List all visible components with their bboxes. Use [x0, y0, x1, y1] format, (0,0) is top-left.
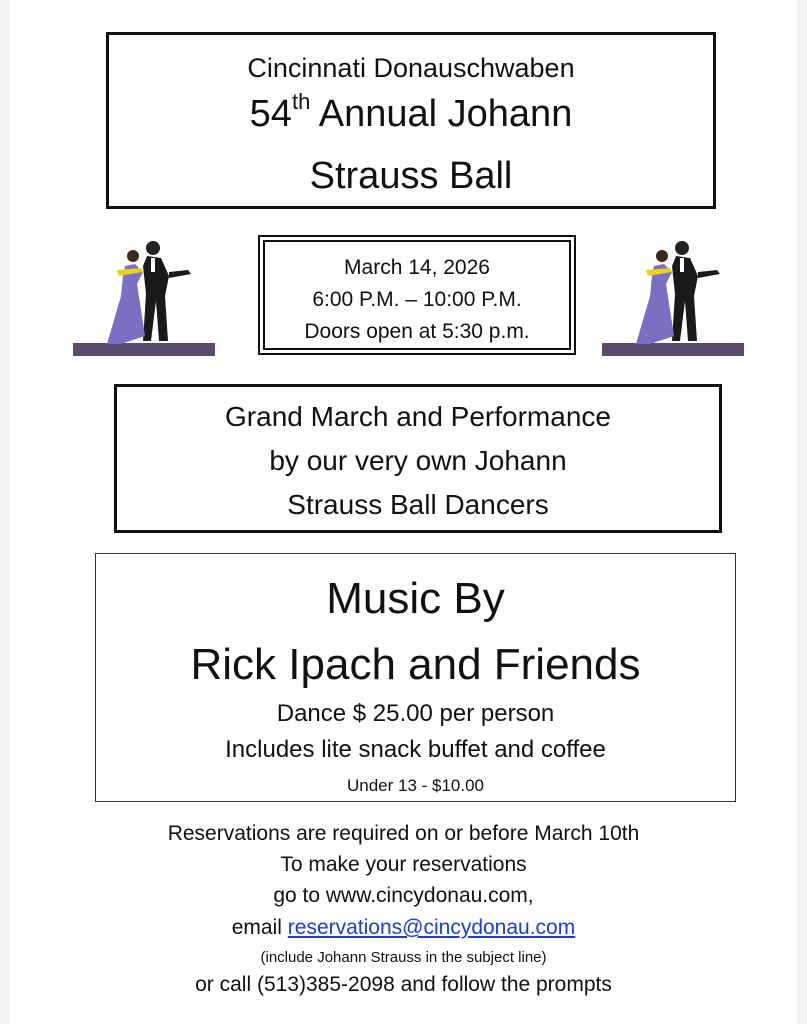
ordinal-suffix: th — [291, 89, 311, 114]
website-line: go to www.cincydonau.com, — [273, 884, 534, 907]
child-price: Under 13 - $10.00 — [346, 776, 485, 795]
music-box — [95, 553, 736, 802]
email-subject-note: (include Johann Strauss in the subject line) — [260, 949, 547, 966]
performance-line1: Grand March and Performance — [225, 401, 611, 432]
event-title-line2: Strauss Ball — [309, 155, 513, 197]
event-title-rest: Annual Johann — [310, 93, 573, 135]
includes-text: Includes lite snack buffet and coffee — [225, 736, 606, 763]
performance-line3: Strauss Ball Dancers — [287, 489, 549, 520]
email-link[interactable]: reservations@cincydonau.com — [287, 916, 576, 939]
dance-price: Dance $ 25.00 per person — [276, 700, 555, 727]
band-name: Rick Ipach and Friends — [190, 640, 641, 689]
org-name: Cincinnati Donauschwaben — [247, 53, 575, 83]
dancing-couple-icon — [73, 236, 218, 361]
flyer-page — [10, 0, 797, 1024]
dancing-couple-icon — [602, 236, 747, 361]
email-line — [10, 916, 797, 940]
email-prefix: email — [231, 916, 288, 939]
music-heading: Music By — [326, 574, 505, 623]
event-title-line1 — [109, 89, 713, 136]
phone-line: or call (513)385-2098 and follow the prompts — [195, 973, 612, 996]
event-date: March 14, 2026 — [344, 256, 490, 279]
doors-open: Doors open at 5:30 p.m. — [304, 320, 530, 343]
reservation-instructions: To make your reservations — [280, 853, 527, 876]
performance-line2: by our very own Johann — [269, 445, 567, 476]
anniversary-number: 54 — [249, 93, 292, 135]
reservation-deadline: Reservations are required on or before March 10th — [167, 822, 640, 845]
title-box — [106, 32, 716, 209]
date-time-box — [258, 235, 576, 355]
event-time: 6:00 P.M. – 10:00 P.M. — [312, 288, 522, 311]
date-time-inner-frame — [263, 240, 571, 350]
performance-box — [114, 384, 722, 533]
